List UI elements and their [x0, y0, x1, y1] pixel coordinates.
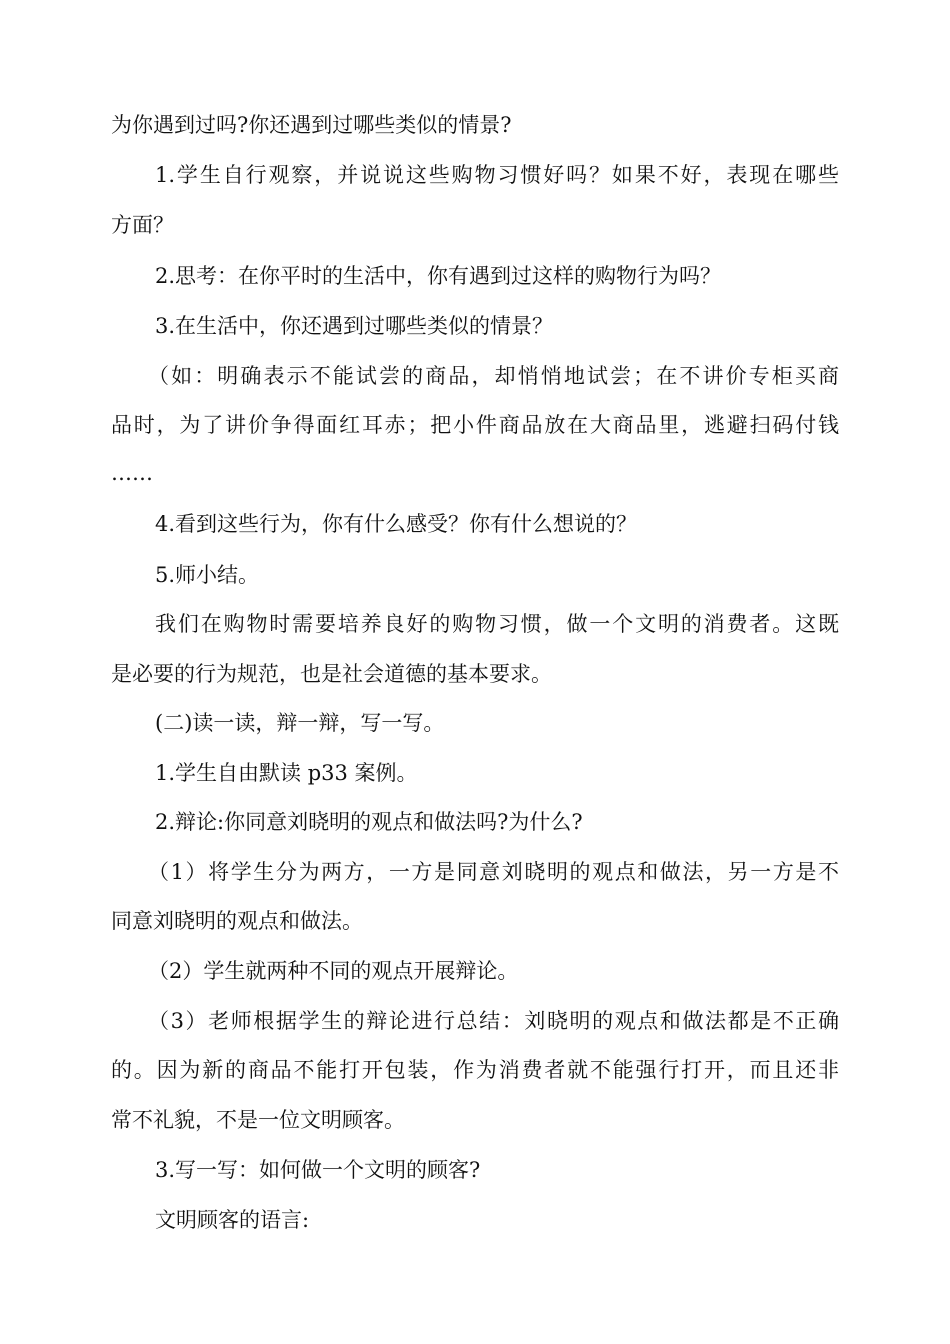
text-line: 3.写一写：如何做一个文明的顾客? — [155, 1158, 481, 1182]
text-line: 1.学生自由默读 p33 案例。 — [155, 761, 418, 785]
text-line: 4.看到这些行为，你有什么感受？你有什么想说的？ — [155, 512, 638, 536]
text-line: 方面？ — [111, 213, 174, 237]
text-line: 3.在生活中，你还遇到过哪些类似的情景？ — [155, 314, 554, 338]
text-line: （3）老师根据学生的辩论进行总结：刘晓明的观点和做法都是不正确 — [148, 1009, 839, 1033]
text-line: 是必要的行为规范，也是社会道德的基本要求。 — [111, 662, 552, 686]
text-line: 的。因为新的商品不能打开包装，作为消费者就不能强行打开，而且还非 — [111, 1058, 839, 1082]
text-line: （2）学生就两种不同的观点开展辩论。 — [148, 959, 519, 983]
text-line: （如：明确表示不能试尝的商品，却悄悄地试尝；在不讲价专柜买商 — [148, 364, 839, 388]
text-line: 为你遇到过吗?你还遇到过哪些类似的情景? — [111, 113, 512, 137]
text-line: 同意刘晓明的观点和做法。 — [111, 909, 363, 933]
text-line: …… — [111, 461, 153, 485]
text-line: 文明顾客的语言: — [155, 1208, 310, 1232]
text-line: 5.师小结。 — [155, 563, 260, 587]
text-line: 2.思考：在你平时的生活中，你有遇到过这样的购物行为吗？ — [155, 264, 722, 288]
text-line: 品时，为了讲价争得面红耳赤；把小件商品放在大商品里，逃避扫码付钱 — [111, 413, 839, 437]
text-line: 1.学生自行观察，并说说这些购物习惯好吗？如果不好，表现在哪些 — [155, 163, 839, 187]
text-line: (二)读一读，辩一辩，写一写。 — [155, 711, 445, 735]
text-line: 2.辩论:你同意刘晓明的观点和做法吗?为什么? — [155, 810, 583, 834]
text-line: 我们在购物时需要培养良好的购物习惯，做一个文明的消费者。这既 — [155, 612, 839, 636]
text-line: 常不礼貌，不是一位文明顾客。 — [111, 1108, 405, 1132]
text-line: （1）将学生分为两方，一方是同意刘晓明的观点和做法，另一方是不 — [148, 860, 839, 884]
